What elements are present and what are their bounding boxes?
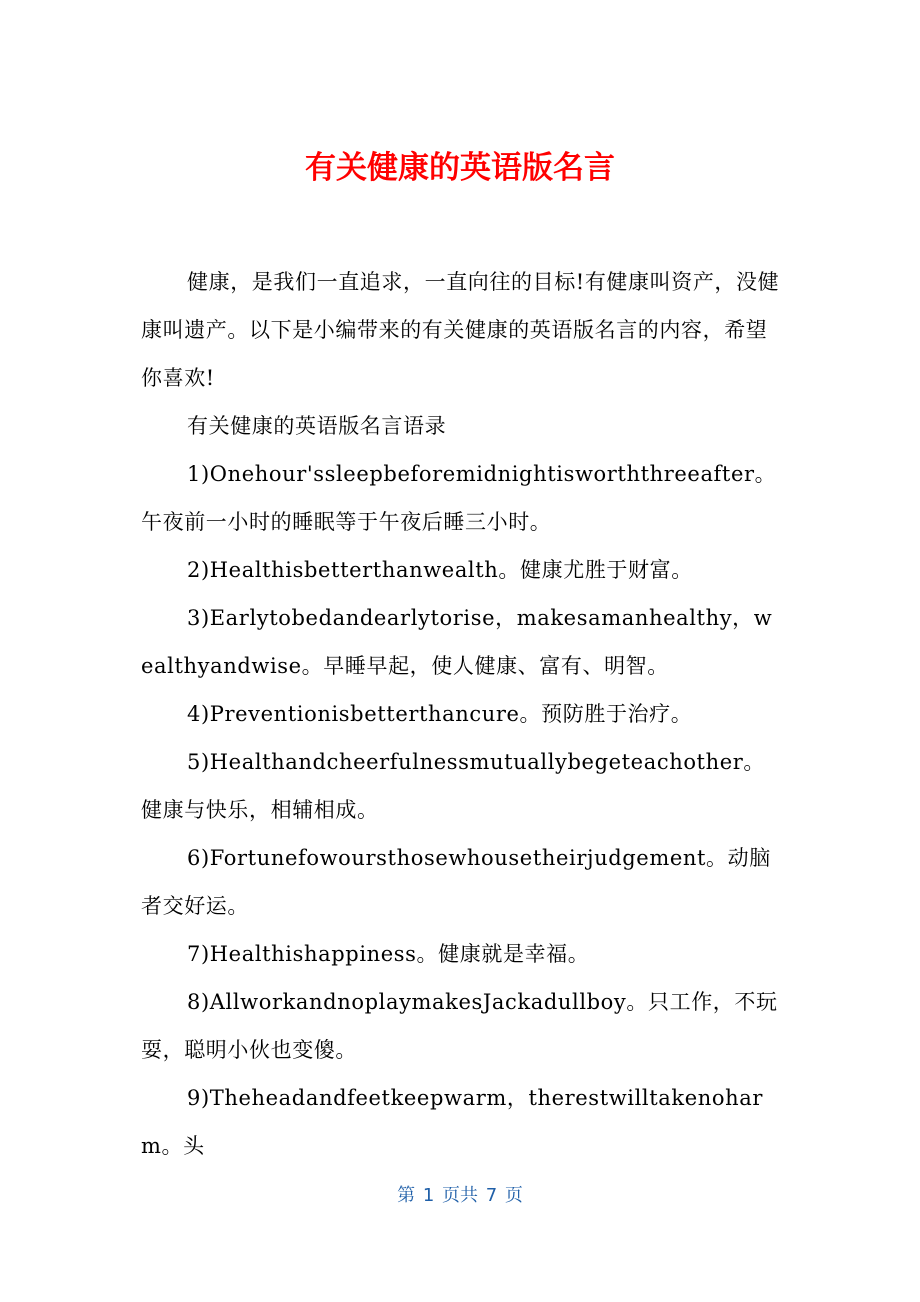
quote-item: 2)Healthisbetterthanwealth。健康尤胜于财富。	[187, 558, 693, 582]
quote-item: 9)Theheadandfeetkeepwarm，therestwilltakenoharm。头	[141, 1086, 764, 1158]
quote-item: 8)AllworkandnoplaymakesJackadullboy。只工作，不玩耍，聪明小伙也变傻。	[141, 990, 778, 1062]
quote-item: 3)Earlytobedandearlytorise，makesamanhealthy，wealthyandwise。早睡早起，使人健康、富有、明智。	[141, 606, 773, 678]
quote-item: 1)Onehour'ssleepbeforemidnightisworththreeafter。午夜前一小时的睡眠等于午夜后睡三小时。	[141, 462, 777, 534]
document-title: 有关健康的英语版名言	[305, 150, 615, 186]
page-number-label: 第 1 页共 7 页	[397, 1185, 523, 1206]
document-body	[141, 258, 781, 1158]
quote-item: 4)Preventionisbetterthancure。预防胜于治疗。	[187, 702, 693, 726]
section-heading: 有关健康的英语版名言语录	[187, 414, 447, 438]
quote-item: 7)Healthishappiness。健康就是幸福。	[187, 942, 590, 966]
intro-paragraph: 健康，是我们一直追求，一直向往的目标!有健康叫资产，没健康叫遗产。以下是小编带来的有关健康的英语版名言的内容，希望你喜欢!	[141, 270, 780, 390]
quote-item: 6)Fortunefowoursthosewhousetheirjudgement。动脑者交好运。	[141, 846, 771, 918]
quote-item: 5)Healthandcheerfulnessmutuallybegeteachother。健康与快乐，相辅相成。	[141, 750, 765, 822]
page-footer	[0, 1182, 920, 1210]
